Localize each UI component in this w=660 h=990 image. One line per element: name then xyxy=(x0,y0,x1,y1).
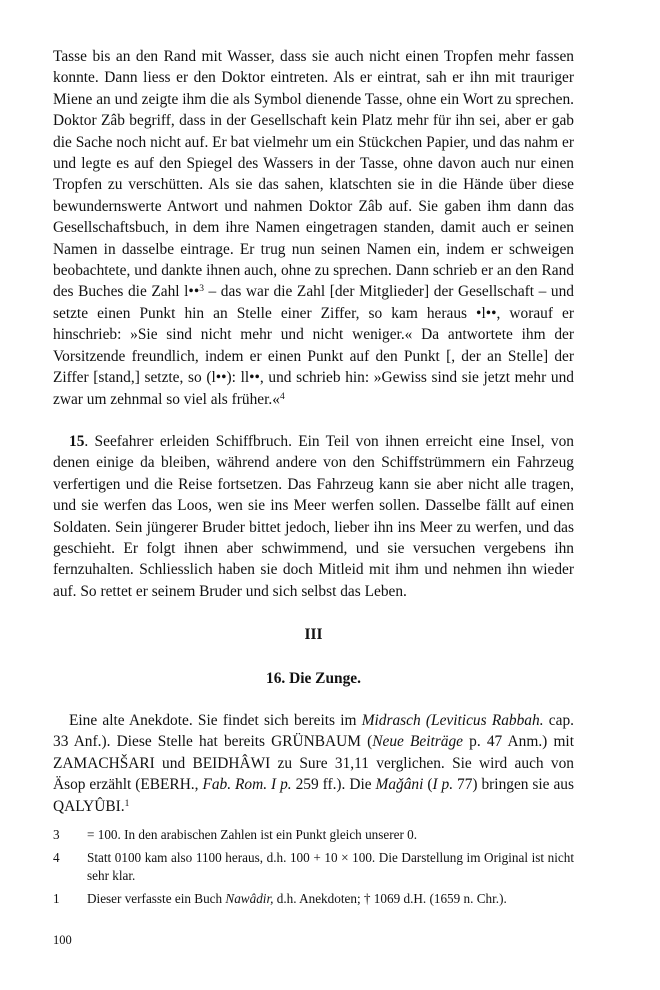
footnote-ref-1: 1 xyxy=(124,798,130,809)
footnote-text-part: Dieser verfasste ein Buch xyxy=(87,890,226,906)
paragraph-text: cap. 33 Anf.). Diese Stelle hat bereits GRÜNBAUM ( xyxy=(53,711,574,751)
paragraph-text: – das war die Zahl [der Mitglieder] der Gesellschaft – und setzte einen Punkt hin an Stelle einer Ziffer, so kam heraus •l••, worauf er hinschrieb: »Sie sind nicht mehr und nicht weniger.« Da antwortete ihm der Vorsitzende freundlich, indem er einen Punkt auf den Punkt [, der an Stelle] der Ziffer [stand,] setzte, so (l••): ll••, und schrieb hin: »Gewiss sind sie jetzt mehr und zwar um zehnmal so viel als früher.« xyxy=(53,283,574,408)
footnote xyxy=(53,890,574,909)
paragraph-15 xyxy=(53,431,574,602)
footnote xyxy=(53,849,574,886)
footnotes xyxy=(53,826,574,912)
italic-title: Nawâdir, xyxy=(225,890,274,906)
page-number: 100 xyxy=(53,933,72,947)
footnote-text xyxy=(87,890,574,909)
footnote-separator xyxy=(53,819,183,820)
italic-title: Midrasch (Leviticus Rabbah. xyxy=(361,711,544,729)
paragraph-text: p. 47 Anm.) mit ZAMACHŠARI und BEIDHÂWI zu Sure 31,11 verglichen. Sie wird auch von Äsop erzählt (EBERH., xyxy=(53,733,574,794)
italic-title: Fab. Rom. I p. xyxy=(202,776,292,794)
paragraph-text: 259 ff.). Die xyxy=(291,776,376,794)
footnote-text: = 100. In den arabischen Zahlen ist ein Punkt gleich unserer 0. xyxy=(87,827,418,842)
paragraph-16 xyxy=(53,710,574,817)
paragraph-text: . Seefahrer erleiden Schiffbruch. Ein Teil von ihnen erreicht eine Insel, von denen einige da bleiben, während andere von den Schiffstrümmern ein Fahrzeug verfertigen und die Reise fortsetzen. Das Fahrzeug kann sie aber nicht alle tragen, und sie werfen das Loos, wen sie ins Meer werfen sollen. Dasselbe fällt auf einen Soldaten. Sein jüngerer Bruder bittet jedoch, lieber ihn ins Meer zu werfen, und das geschieht. Er folgt ihnen aber schwimmend, und sie versuchen vergebens ihn fernzuhalten. Schliesslich haben sie doch Mitleid mit ihm und nehmen ihn wieder auf. So rettet er seinem Bruder und sich selbst das Leben. xyxy=(53,432,574,600)
footnote-ref-3: 3 xyxy=(199,284,204,295)
paragraph-continued xyxy=(53,46,574,410)
paragraph-text: Tasse bis an den Rand mit Wasser, dass sie auch nicht einen Tropfen mehr fassen konnte. Dann liess er den Doktor eintreten. Als er eintrat, sah er ihn mit trauriger Miene an und zeigte ihm die als Symbol dienende Tasse, ohne ein Wort zu sprechen. Doktor Zâb begriff, dass in der Gesellschaft kein Platz mehr für ihn sei, aber er gab die Sache noch nicht auf. Er bat vielmehr um ein Stückchen Papier, und das nahm er und legte es auf den Spiegel des Wassers in der Tasse, ohne davon auch nur einen Tropfen zu verschütten. Als sie das sahen, klatschten sie in die Hände über diese bewundernswerte Antwort und nahmen Doktor Zâb auf. Sie gaben ihm dann das Gesellschaftsbuch, in dem ihre Namen eingetragen standen, damit auch er seinen Namen in dasselbe eintrage. Er trug nun seinen Namen ein, indem er schweigen beobachtete, und dankte ihnen auch, ohne zu sprechen. Dann schrieb er an den Rand des Buches die Zahl l•• xyxy=(53,48,574,301)
italic-title: Maǧâni xyxy=(375,776,424,794)
main-text xyxy=(53,46,574,817)
paragraph-text: ( xyxy=(423,776,433,794)
footnote-number: 1 xyxy=(53,890,60,906)
footnote-ref-4: 4 xyxy=(279,391,285,402)
footnote-number: 3 xyxy=(53,827,60,842)
paragraph-text: 77) bringen sie aus QALYÛBI. xyxy=(53,776,574,815)
footnote xyxy=(53,826,574,845)
footnote-number: 4 xyxy=(53,849,60,865)
italic-title: I p. xyxy=(432,776,454,794)
footnote-text: Statt 0100 kam also 1100 heraus, d.h. 100 + 10 × 100. Die Darstellung im Original ist nicht sehr klar. xyxy=(87,849,574,884)
paragraph-number: 15 xyxy=(69,432,85,450)
section-heading: III xyxy=(304,626,323,644)
italic-title: Neue Beiträge xyxy=(372,733,463,751)
subsection-heading: 16. Die Zunge. xyxy=(266,669,361,687)
footnote-text-part: d.h. Anekdoten; † 1069 d.H. (1659 n. Chr.). xyxy=(273,890,507,906)
paragraph-text: Eine alte Anekdote. Sie findet sich bereits im xyxy=(69,711,362,729)
